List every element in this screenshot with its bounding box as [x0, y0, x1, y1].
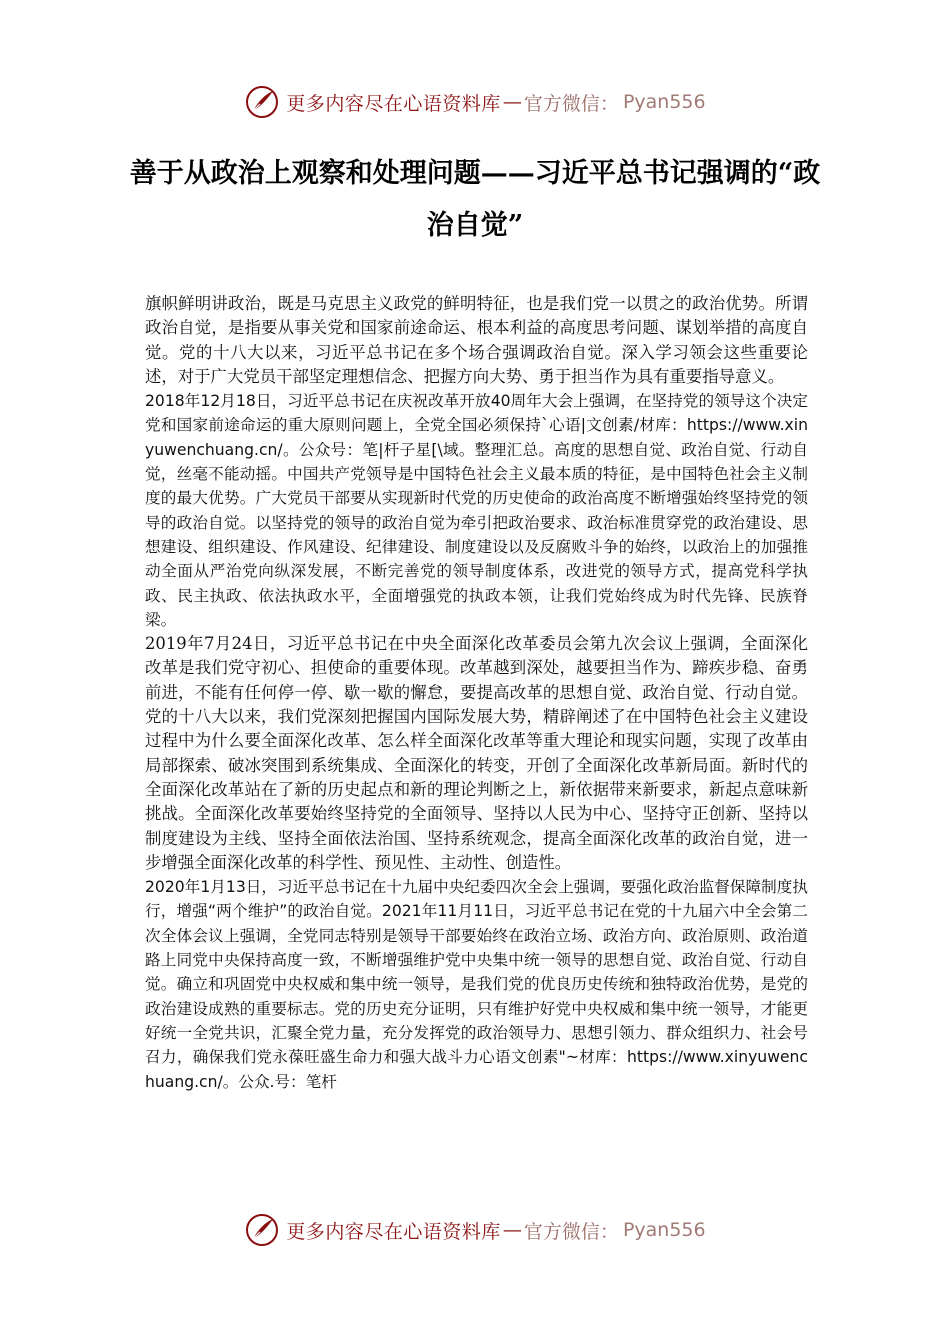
paragraph-intro: 旗帜鲜明讲政治，既是马克思主义政党的鲜明特征，也是我们党一以贯之的政治优势。所谓政治自觉，是指要从事关党和国家前途命运、根本利益的高度思考问题、谋划举措的高度自觉。党的十八大以来，习近平总书记在多个场合强调政治自觉。深入学习领会这些重要论述，对于广大党员干部坚定理想信念、把握方向大势、勇于担当作为具有重要指导意义。 [145, 294, 808, 386]
banner-separator: — [502, 91, 522, 113]
document-title: 善于从政治上观察和处理问题——习近平总书记强调的“政治自觉” [129, 158, 821, 241]
banner-separator: — [502, 1219, 522, 1241]
paragraph-2020-2021: 2020年1月13日，习近平总书记在十九届中央纪委四次全会上强调，要强化政治监督保障制度执行，增强“两个维护”的政治自觉。2021年11月11日，习近平总书记在党的十九届六中全会第二次全体会议上强调，全党同志特别是领导干部要始终在政治立场、政治方向、政治原则、政治道路上同党中央保持高度一致，不断增强维护党中央集中统一领导的思想自觉、政治自觉、行动自觉。确立和巩固党中央权威和集中统一领导，是我们党的优良历史传统和独特政治优势，是党的政治建设成熟的重要标志。党的历史充分证明，只有维护好党中央权威和集中统一领导，才能更好统一全党共识，汇聚全党力量，充分发挥党的政治领导力、思想引领力、群众组织力、社会号召力，确保我们党永葆旺盛生命力和强大战斗力心语文创素"~材库：https://www.xinyuwenchuang.cn/。公众.号：笔杆 [145, 878, 808, 1091]
banner-text: 更多内容尽在心语资料库 [286, 92, 501, 115]
quill-logo-icon [244, 84, 280, 120]
quill-logo-icon [244, 1212, 280, 1248]
footer-watermark-banner [0, 1210, 950, 1250]
paragraph-2018: 2018年12月18日，习近平总书记在庆祝改革开放40周年大会上强调，在坚持党的领导这个决定党和国家前途命运的重大原则问题上，全党全国必须保持`心语|文创素/材库：https://www.xinyuwenchuang.cn/。公众号：笔|杆子星[\域。整理汇总。高度的思想自觉、政治自觉、行动自觉，丝毫不能动摇。中国共产党领导是中国特色社会主义最本质的特征，是中国特色社会主义制度的最大优势。广大党员干部要从实现新时代党的历史使命的政治高度不断增强始终坚持党的领导的政治自觉。以坚持党的领导的政治自觉为牵引把政治要求、政治标准贯穿党的政治建设、思想建设、组织建设、作风建设、纪律建设、制度建设以及反腐败斗争的始终，以政治上的加强推动全面从严治党向纵深发展，不断完善党的领导制度体系，改进党的领导方式，提高党科学执政、民主执政、依法执政水平，全面增强党的执政本领，让我们党始终成为时代先锋、民族脊梁。 [145, 392, 808, 629]
banner-wechat-id: Pyan556 [622, 1219, 706, 1241]
banner-text: 更多内容尽在心语资料库 [286, 1220, 501, 1243]
banner-wechat-id: Pyan556 [622, 91, 706, 113]
banner-wechat-label: 官方微信： [523, 92, 619, 115]
header-watermark-banner [0, 82, 950, 122]
document-body [145, 292, 808, 1094]
paragraph-2019: 2019年7月24日，习近平总书记在中央全面深化改革委员会第九次会议上强调，全面深化改革是我们党守初心、担使命的重要体现。改革越到深处，越要担当作为、蹄疾步稳、奋勇前进，不能有任何停一停、歇一歇的懈怠，要提高改革的思想自觉、政治自觉、行动自觉。党的十八大以来，我们党深刻把握国内国际发展大势，精辟阐述了在中国特色社会主义建设过程中为什么要全面深化改革、怎么样全面深化改革等重大理论和现实问题，实现了改革由局部探索、破冰突围到系统集成、全面深化的转变，开创了全面深化改革新局面。新时代的全面深化改革站在了新的历史起点和新的理论判断之上，新依据带来新要求，新起点意味新挑战。全面深化改革要始终坚持党的全面领导、坚持以人民为中心、坚持守正创新、坚持以制度建设为主线、坚持全面依法治国、坚持系统观念，提高全面深化改革的政治自觉，进一步增强全面深化改革的科学性、预见性、主动性、创造性。 [145, 634, 808, 872]
banner-wechat-label: 官方微信： [523, 1220, 619, 1243]
